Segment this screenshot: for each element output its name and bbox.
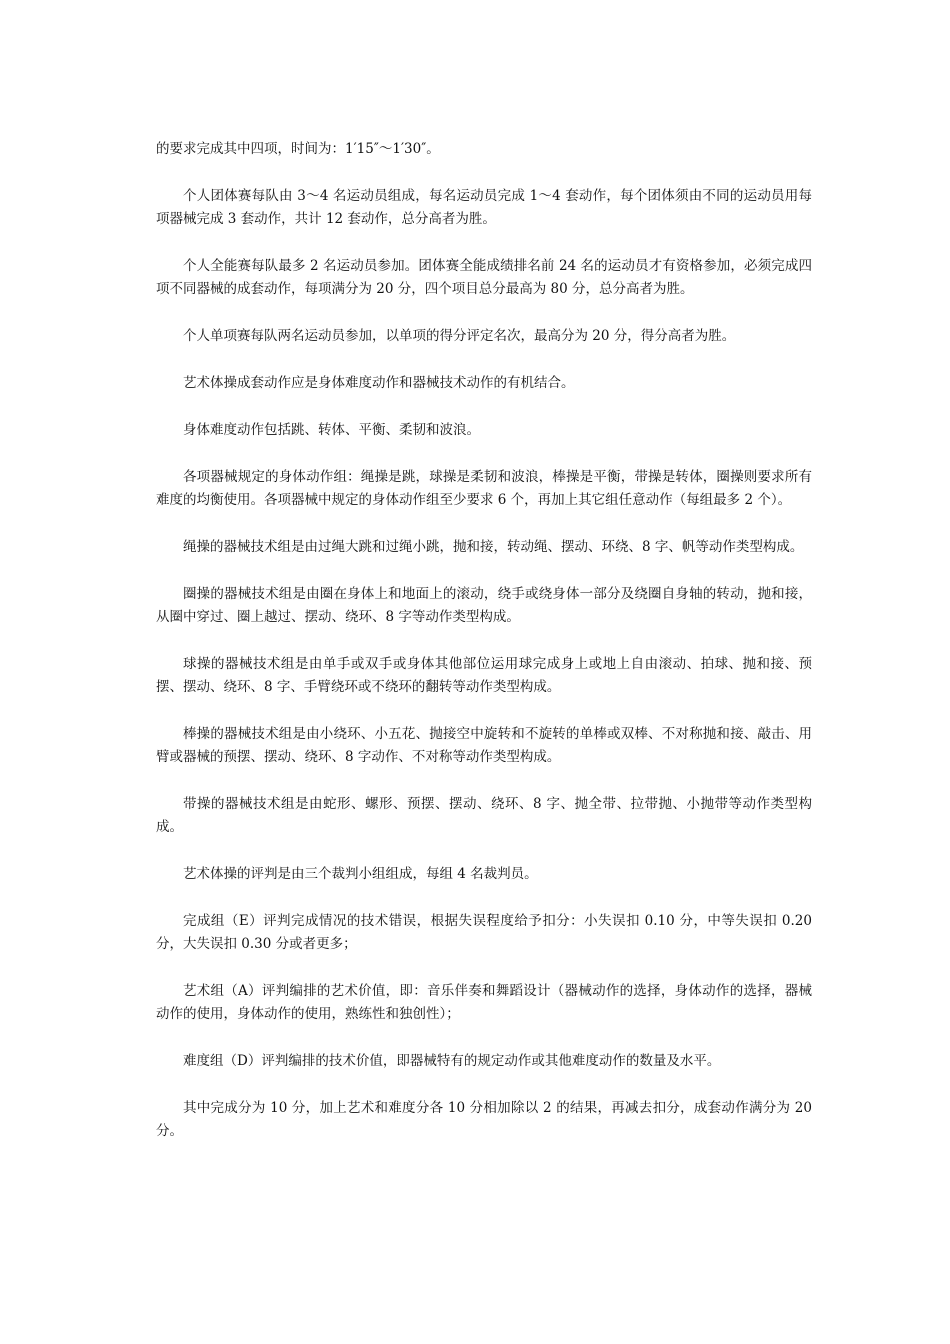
paragraph-individual-apparatus: 个人单项赛每队两名运动员参加，以单项的得分评定名次，最高分为 20 分，得分高者为胜。 <box>183 328 736 344</box>
paragraph-time-requirement: 的要求完成其中四项，时间为：1′15″～1′30″。 <box>156 141 440 157</box>
paragraph-rope-technique: 绳操的器械技术组是由过绳大跳和过绳小跳，抛和接，转动绳、摆动、环绕、8 字、帆等动作类型构成。 <box>183 539 804 555</box>
paragraph-artistry-panel: 艺术组（A）评判编排的艺术价值，即：音乐伴奏和舞蹈设计（器械动作的选择，身体动作的选择，器械动作的使用，身体动作的使用，熟练性和独创性）； <box>156 983 812 1022</box>
paragraph-difficulty-panel: 难度组（D）评判编排的技术价值，即器械特有的规定动作或其他难度动作的数量及水平。 <box>183 1053 721 1069</box>
paragraph-judging-panels: 艺术体操的评判是由三个裁判小组组成，每组 4 名裁判员。 <box>183 866 538 882</box>
paragraph-clubs-technique: 棒操的器械技术组是由小绕环、小五花、抛接空中旋转和不旋转的单棒或双棒、不对称抛和接、敲击、用臂或器械的预摆、摆动、绕环、8 字动作、不对称等动作类型构成。 <box>156 726 812 765</box>
paragraph-apparatus-body-groups: 各项器械规定的身体动作组：绳操是跳，球操是柔韧和波浪，棒操是平衡，带操是转体，圈操则要求所有难度的均衡使用。各项器械中规定的身体动作组至少要求 6 个，再加上其它组任意动作（每组最多 2 个）。 <box>156 469 812 508</box>
paragraph-all-around: 个人全能赛每队最多 2 名运动员参加。团体赛全能成绩排名前 24 名的运动员才有资格参加，必须完成四项不同器械的成套动作，每项满分为 20 分，四个项目总分最高为 80 分，总分高者为胜。 <box>156 258 812 297</box>
paragraph-hoop-technique: 圈操的器械技术组是由圈在身体上和地面上的滚动，绕手或绕身体一部分及绕圈自身轴的转动，抛和接，从圈中穿过、圈上越过、摆动、绕环、8 字等动作类型构成。 <box>156 586 812 625</box>
paragraph-scoring-formula: 其中完成分为 10 分，加上艺术和难度分各 10 分相加除以 2 的结果，再减去扣分，成套动作满分为 20 分。 <box>156 1100 812 1139</box>
paragraph-team-competition: 个人团体赛每队由 3～4 名运动员组成，每名运动员完成 1～4 套动作，每个团体须由不同的运动员用每项器械完成 3 套动作，共计 12 套动作，总分高者为胜。 <box>156 188 812 227</box>
paragraph-ball-technique: 球操的器械技术组是由单手或双手或身体其他部位运用球完成身上或地上自由滚动、拍球、抛和接、预摆、摆动、绕环、8 字、手臂绕环或不绕环的翻转等动作类型构成。 <box>156 656 812 695</box>
paragraph-body-difficulty: 身体难度动作包括跳、转体、平衡、柔韧和波浪。 <box>183 422 480 438</box>
paragraph-execution-panel: 完成组（E）评判完成情况的技术错误，根据失误程度给予扣分：小失误扣 0.10 分，中等失误扣 0.20 分，大失误扣 0.30 分或者更多； <box>156 913 812 952</box>
document-body <box>156 138 812 1167</box>
paragraph-ribbon-technique: 带操的器械技术组是由蛇形、螺形、预摆、摆动、绕环、8 字、抛全带、拉带抛、小抛带等动作类型构成。 <box>156 796 812 835</box>
paragraph-routine-composition: 艺术体操成套动作应是身体难度动作和器械技术动作的有机结合。 <box>183 375 575 391</box>
